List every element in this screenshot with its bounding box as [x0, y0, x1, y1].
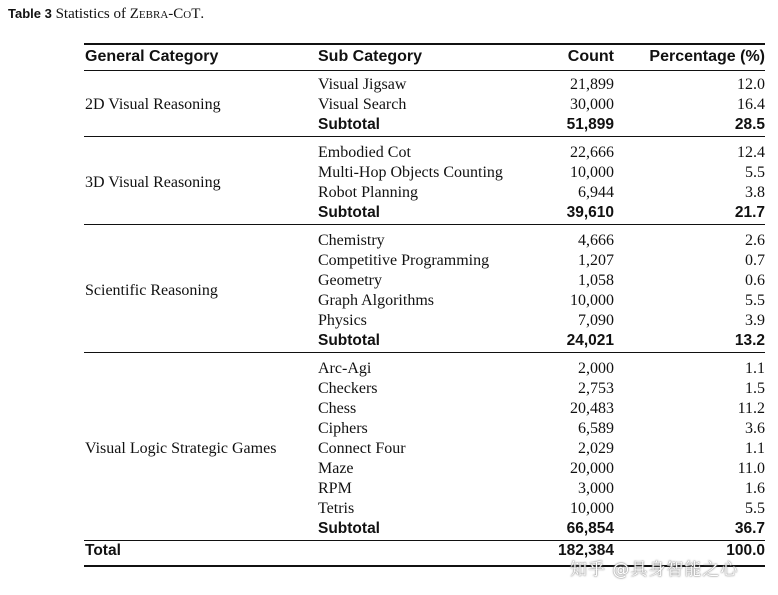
- percentage-cell: 12.0: [737, 76, 765, 93]
- percentage-cell: 1.6: [745, 480, 765, 497]
- percentage-cell: 0.7: [745, 252, 765, 269]
- count-cell: 10,000: [570, 292, 614, 309]
- count-cell: 1,058: [578, 272, 614, 289]
- sub-category-cell: Connect Four: [318, 440, 406, 457]
- percentage-cell: 5.5: [745, 164, 765, 181]
- sub-category-cell: Chess: [318, 400, 357, 417]
- percentage-cell: 5.5: [745, 500, 765, 517]
- count-cell: 2,000: [578, 360, 614, 377]
- percentage-cell: 12.4: [737, 144, 765, 161]
- sub-category-cell: Robot Planning: [318, 184, 419, 201]
- subtotal-percentage: 13.2: [734, 332, 765, 349]
- percentage-cell: 3.8: [745, 184, 765, 201]
- percentage-cell: 1.1: [745, 360, 765, 377]
- percentage-cell: 1.5: [745, 380, 765, 397]
- header-sub-category: Sub Category: [318, 48, 423, 65]
- group-separator-rule: [84, 224, 765, 225]
- sub-category-cell: Multi-Hop Objects Counting: [318, 164, 503, 181]
- count-cell: 2,029: [578, 440, 614, 457]
- count-cell: 10,000: [570, 500, 614, 517]
- subtotal-count: 51,899: [566, 116, 614, 133]
- percentage-cell: 16.4: [737, 96, 765, 113]
- group-separator-rule: [84, 352, 765, 353]
- sub-category-cell: RPM: [318, 480, 352, 497]
- subtotal-percentage: 36.7: [734, 520, 765, 537]
- subtotal-label: Subtotal: [318, 520, 380, 537]
- sub-category-cell: Visual Search: [318, 96, 407, 113]
- sub-category-cell: Geometry: [318, 272, 382, 289]
- header-percentage: Percentage (%): [649, 48, 765, 65]
- subtotal-count: 24,021: [566, 332, 614, 349]
- general-category-cell: 2D Visual Reasoning: [85, 96, 221, 113]
- percentage-cell: 11.2: [737, 400, 765, 417]
- sub-category-cell: Graph Algorithms: [318, 292, 434, 309]
- subtotal-percentage: 21.7: [734, 204, 765, 221]
- percentage-cell: 1.1: [745, 440, 765, 457]
- count-cell: 2,753: [578, 380, 614, 397]
- total-label: Total: [85, 542, 121, 559]
- count-cell: 6,589: [578, 420, 614, 437]
- sub-category-cell: Maze: [318, 460, 354, 477]
- subtotal-percentage: 28.5: [734, 116, 765, 133]
- subtotal-label: Subtotal: [318, 204, 380, 221]
- total-count: 182,384: [557, 542, 614, 559]
- group-separator-rule: [84, 136, 765, 137]
- percentage-cell: 3.6: [745, 420, 765, 437]
- watermark: 知乎 @具身智能之心: [570, 560, 739, 580]
- caption-text: Statistics of: [55, 6, 130, 22]
- count-cell: 3,000: [578, 480, 614, 497]
- count-cell: 20,000: [570, 460, 614, 477]
- header-rule: [84, 70, 765, 71]
- general-category-cell: 3D Visual Reasoning: [85, 174, 221, 191]
- count-cell: 1,207: [578, 252, 614, 269]
- subtotal-label: Subtotal: [318, 332, 380, 349]
- sub-category-cell: Arc-Agi: [318, 360, 372, 377]
- sub-category-cell: Ciphers: [318, 420, 368, 437]
- sub-category-cell: Visual Jigsaw: [318, 76, 407, 93]
- subtotal-count: 39,610: [566, 204, 614, 221]
- count-cell: 7,090: [578, 312, 614, 329]
- sub-category-cell: Chemistry: [318, 232, 385, 249]
- general-category-cell: Visual Logic Strategic Games: [85, 440, 277, 457]
- sub-category-cell: Physics: [318, 312, 367, 329]
- header-general-category: General Category: [85, 48, 219, 65]
- percentage-cell: 5.5: [745, 292, 765, 309]
- count-cell: 20,483: [570, 400, 614, 417]
- total-percentage: 100.0: [726, 542, 765, 559]
- percentage-cell: 2.6: [745, 232, 765, 249]
- subtotal-label: Subtotal: [318, 116, 380, 133]
- caption-dataset-name: Zebra-CoT: [129, 6, 201, 22]
- header-count: Count: [567, 48, 614, 65]
- count-cell: 10,000: [570, 164, 614, 181]
- percentage-cell: 0.6: [745, 272, 765, 289]
- count-cell: 21,899: [570, 76, 614, 93]
- table-caption: [8, 6, 204, 23]
- sub-category-cell: Competitive Programming: [318, 252, 490, 269]
- count-cell: 6,944: [578, 184, 614, 201]
- subtotal-count: 66,854: [566, 520, 614, 537]
- percentage-cell: 11.0: [737, 460, 765, 477]
- group-separator-rule: [84, 540, 765, 541]
- top-rule: [84, 43, 765, 45]
- count-cell: 22,666: [570, 144, 614, 161]
- percentage-cell: 3.9: [745, 312, 765, 329]
- table-number: Table 3: [8, 6, 52, 21]
- caption-period: .: [200, 6, 205, 22]
- sub-category-cell: Checkers: [318, 380, 378, 397]
- sub-category-cell: Tetris: [318, 500, 355, 517]
- sub-category-cell: Embodied Cot: [318, 144, 411, 161]
- count-cell: 30,000: [570, 96, 614, 113]
- count-cell: 4,666: [578, 232, 614, 249]
- general-category-cell: Scientific Reasoning: [85, 282, 218, 299]
